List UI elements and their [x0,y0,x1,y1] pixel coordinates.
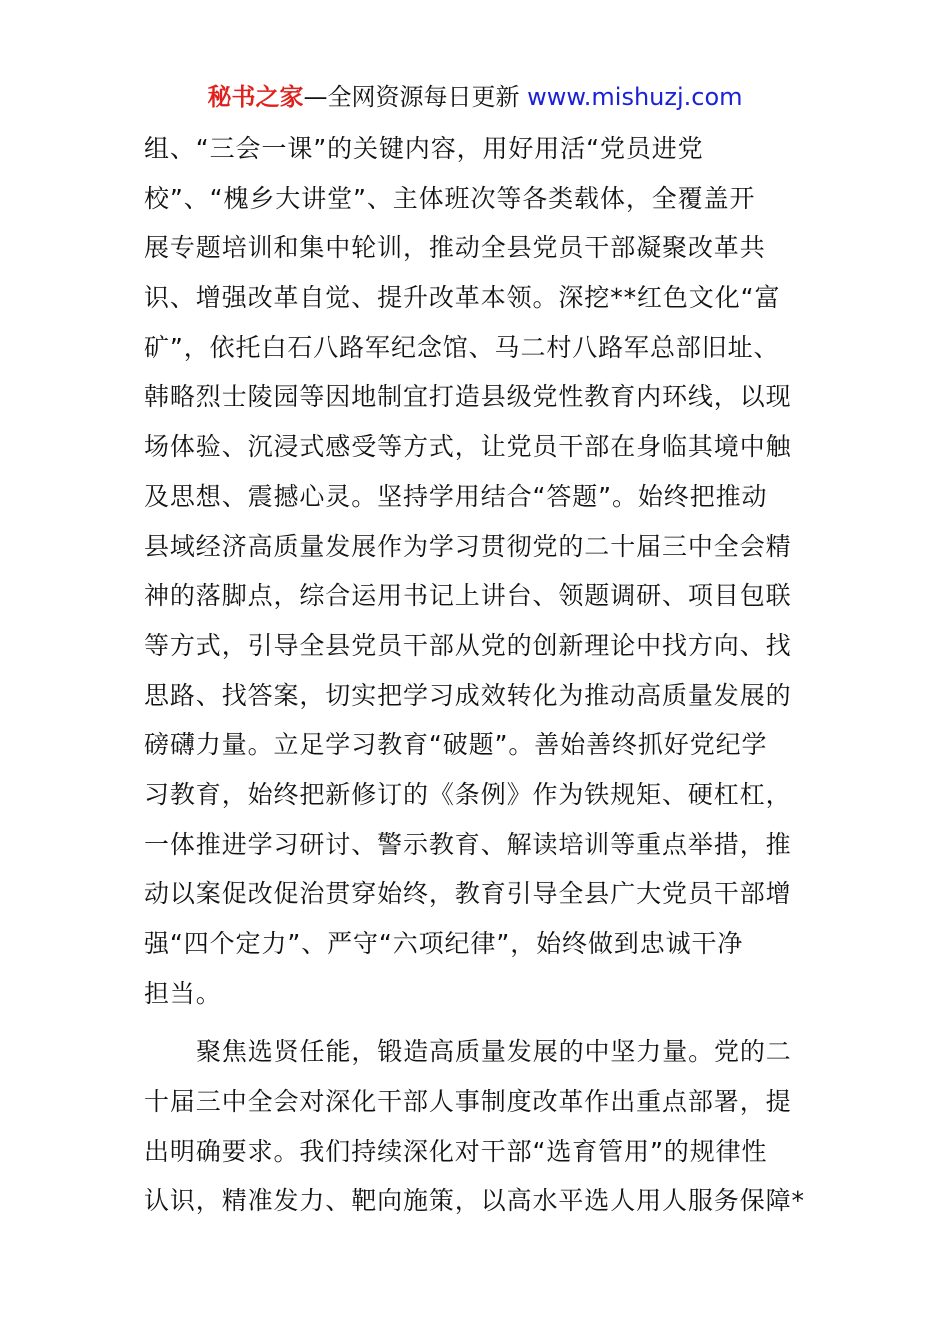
text-line: 聚焦选贤任能，锻造高质量发展的中坚力量。党的二 [196,1037,792,1067]
text-line: 识、增强改革自觉、提升改革本领。深挖**红色文化“富 [144,283,781,313]
text-line: 韩略烈士陵园等因地制宜打造县级党性教育内环线，以现 [144,382,792,412]
text-line: 习教育，始终把新修订的《条例》作为铁规矩、硬杠杠， [144,779,792,809]
site-tagline: —全网资源每日更新 [303,83,528,111]
text-line: 组、“三会一课”的关键内容，用好用活“党员进党 [144,134,704,163]
text-line: 场体验、沉浸式感受等方式，让党员干部在身临其境中触 [144,432,792,462]
document-body [144,124,814,1226]
text-line: 动以案促改促治贯穿始终，教育引导全县广大党员干部增 [144,879,792,909]
site-brand: 秘书之家 [207,83,304,111]
text-line: 展专题培训和集中轮训，推动全县党员干部凝聚改革共 [144,233,766,263]
text-line: 认识，精准发力、靶向施策，以高水平选人用人服务保障* [144,1186,805,1216]
text-line: 思路、找答案，切实把学习成效转化为推动高质量发展的 [144,680,792,710]
paragraph-2 [144,1027,814,1226]
text-line: 等方式，引导全县党员干部从党的创新理论中找方向、找 [144,630,792,660]
text-line: 校”、“槐乡大讲堂”、主体班次等各类载体，全覆盖开 [144,183,756,213]
site-header [0,80,950,114]
text-line: 矿”，依托白石八路军纪念馆、马二村八路军总部旧址、 [144,332,780,362]
text-line: 一体推进学习研讨、警示教育、解读培训等重点举措，推 [144,829,792,859]
text-line: 县域经济高质量发展作为学习贯彻党的二十届三中全会精 [144,531,792,561]
site-url-link[interactable]: www.mishuzj.com [527,83,743,111]
text-line: 神的落脚点，综合运用书记上讲台、领题调研、项目包联 [144,581,792,611]
text-line: 十届三中全会对深化干部人事制度改革作出重点部署，提 [144,1087,792,1117]
text-line: 出明确要求。我们持续深化对干部“选育管用”的规律性 [144,1136,768,1166]
text-line: 担当。 [144,978,222,1008]
text-line: 磅礴力量。立足学习教育“破题”。善始善终抓好党纪学 [144,730,768,760]
text-line: 及思想、震撼心灵。坚持学用结合“答题”。始终把推动 [144,481,768,511]
text-line: 强“四个定力”、严守“六项纪律”，始终做到忠诚干净 [144,929,744,958]
paragraph-1 [144,124,814,1018]
